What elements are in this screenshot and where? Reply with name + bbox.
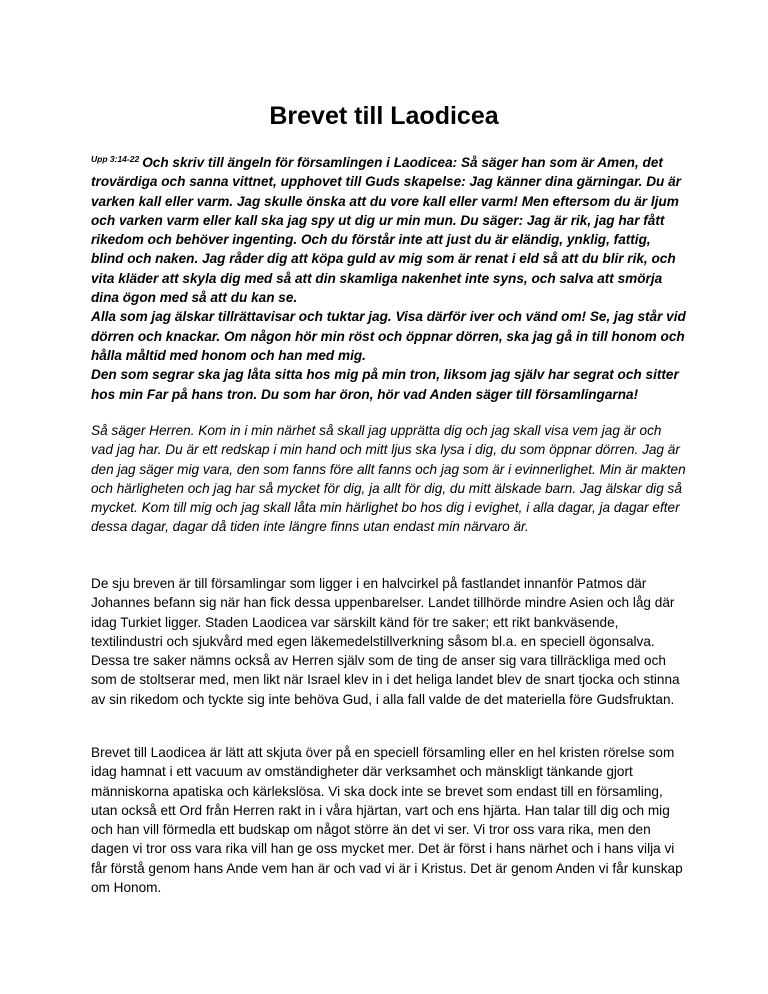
prophetic-word bbox=[91, 421, 686, 537]
scripture-paragraph bbox=[91, 150, 686, 307]
scripture-paragraph: Den som segrar ska jag låta sitta hos mig på min tron, liksom jag själv har segrat och sitter hos min Far på hans tron. Du som har öron, hör vad Anden säger till församlingarna! bbox=[91, 367, 679, 402]
body-paragraph-text: De sju breven är till församlingar som ligger i en halvcirkel på fastlandet innanför Patmos där Johannes befann sig när han fick dessa uppenbarelser. Landet tillhörde mindre Asien och låg där idag Turkiet ligger. Staden Laodicea var särskilt känd för tre saker; ett rikt bankväsende, textilindustri och sjukvård med egen läkemedelstillverkning såsom bl.a. en speciell ögonsalva. Dessa tre saker nämns också av Herren själv som de ting de anser sig vara tillräckliga med och som de stoltserar med, men likt när Israel klev in i det heliga landet blev de snart tjocka och stinna av sin rikedom och tyckte sig inte behöva Gud, i alla fall valde de det materiella före Gudsfruktan. bbox=[91, 576, 680, 707]
prophetic-word-text: Så säger Herren. Kom in i min närhet så skall jag upprätta dig och jag skall visa vem jag är och vad jag har. Du är ett redskap i min hand och mitt ljus ska lysa i dig, du som öppnar dörren. Jag är den jag säger mig vara, den som fanns före allt fanns och jag som är i evinnerlighet. Min är makten och härligheten och jag har så mycket för dig, ja allt för dig, du mitt älskade barn. Jag älskar dig så mycket. Kom till mig och jag skall låta min härlighet bo hos dig i evighet, i alla dagar, ja dagar efter dessa dagar, dagar då tiden inte längre finns utan endast min närvaro är. bbox=[91, 423, 686, 535]
body-paragraph bbox=[91, 743, 686, 897]
body-paragraph-text: Brevet till Laodicea är lätt att skjuta över på en speciell församling eller en hel kristen rörelse som idag hamnat i ett vacuum av omständigheter där verksamhet och mänskligt tänkande gjort människorna apatiska och kärlekslösa. Vi ska dock inte se brevet som endast till en församling, utan också ett Ord från Herren rakt in i våra hjärtan, vart och ens hjärta. Han talar till dig och mig och han vill förmedla ett budskap om något större än det vi ser. Vi tror oss vara rika, men den dagen vi tror oss vara rika vill han ge oss mycket mer. Det är först i hans närhet och i hans vilja vi får förstå genom hans Ande vem han är och vad vi är i Kristus. Det är genom Anden vi får kunskap om Honom. bbox=[91, 745, 683, 896]
body-paragraph bbox=[91, 574, 686, 709]
page-title: Brevet till Laodicea bbox=[269, 102, 499, 130]
scripture-reference: Upp 3:14-22 bbox=[91, 154, 140, 164]
scripture-paragraph: Alla som jag älskar tillrättavisar och tuktar jag. Visa därför iver och vänd om! Se, jag står vid dörren och knackar. Om någon hör min röst och öppnar dörren, ska jag gå in till honom och hålla måltid med honom och han med mig. bbox=[91, 309, 686, 363]
scripture-text: Och skriv till ängeln för församlingen i Laodicea: Så säger han som är Amen, det trovärdiga och sanna vittnet, upphovet till Guds skapelse: Jag känner dina gärningar. Du är varken kall eller varm. Jag skulle önska att du vore kall eller varm! Men eftersom du är ljum och varken varm eller kall ska jag spy ut dig ur min mun. Du säger: Jag är rik, jag har fått rikedom och behöver ingenting. Och du förstår inte att just du är eländig, ynklig, fattig, blind och naken. Jag råder dig att köpa guld av mig som är renat i eld så att du blir rik, och vita kläder att skyla dig med så att din skamliga nakenhet inte syns, och salva att smörja dina ögon med så att du kan se. bbox=[91, 155, 681, 306]
scripture-passage bbox=[91, 150, 686, 404]
